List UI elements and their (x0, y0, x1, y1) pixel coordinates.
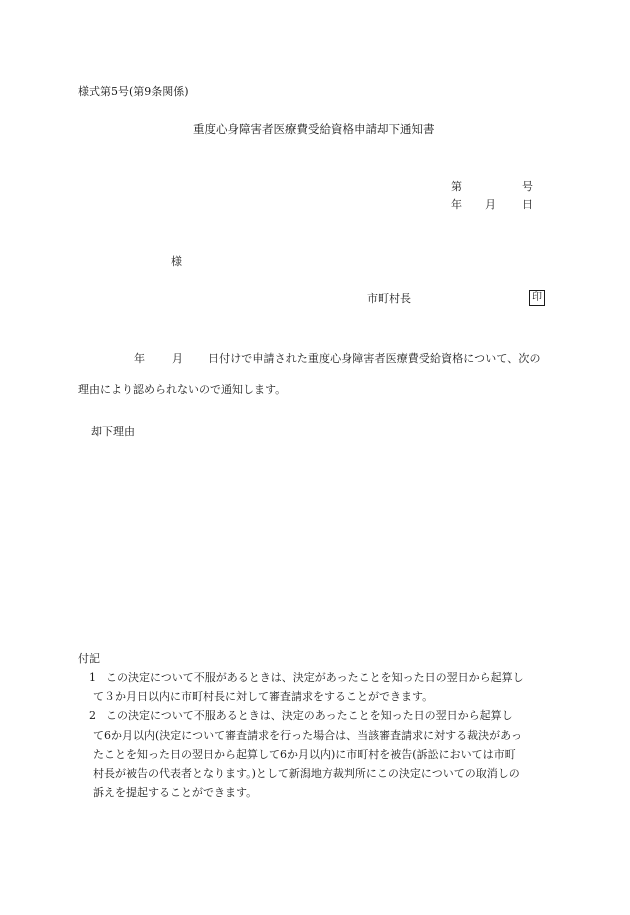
notes-heading: 付記 (78, 652, 100, 665)
note-line: 訴えを提起することができます。 (93, 786, 258, 799)
note-line: たことを知った日の翌日から起算して6か月以内)に市町村を被告(訴訟においては市町 (93, 748, 516, 761)
date-year-label: 年 (451, 198, 462, 211)
body-year-label: 年 (134, 352, 145, 365)
note-number: 1 (89, 671, 96, 684)
date-day-label: 日 (522, 198, 533, 211)
document-number-suffix: 号 (522, 180, 533, 193)
note-line: て6か月以内(決定について審査請求を行った場合は、当該審査請求に対する裁決があっ (93, 729, 522, 742)
note-line: て３か月日以内に市町村長に対して審査請求をすることができます。 (93, 690, 434, 703)
note-number: 2 (89, 709, 96, 722)
seal-mark: 印 (529, 290, 545, 306)
document-number-label: 第 (451, 180, 462, 193)
page-title: 重度心身障害者医療費受給資格申請却下通知書 (193, 122, 435, 136)
form-number: 様式第5号(第9条関係) (78, 85, 189, 98)
body-text-line-2: 理由により認められないので通知します。 (78, 383, 287, 396)
recipient-honorific: 様 (171, 255, 182, 268)
body-text-line-1: 日付けで申請された重度心身障害者医療費受給資格について、次の (208, 352, 541, 365)
note-line: この決定について不服があるときは、決定があったことを知った日の翌日から起算し (106, 671, 524, 684)
note-line: この決定について不服あるときは、決定のあったことを知った日の翌日から起算し (106, 709, 513, 722)
body-month-label: 月 (172, 352, 183, 365)
note-line: 村長が被告の代表者となります。)として新潟地方裁判所にこの決定についての取消しの (93, 767, 520, 780)
date-month-label: 月 (485, 198, 496, 211)
rejection-reason-heading: 却下理由 (91, 425, 135, 438)
issuer-name: 市町村長 (367, 292, 411, 305)
